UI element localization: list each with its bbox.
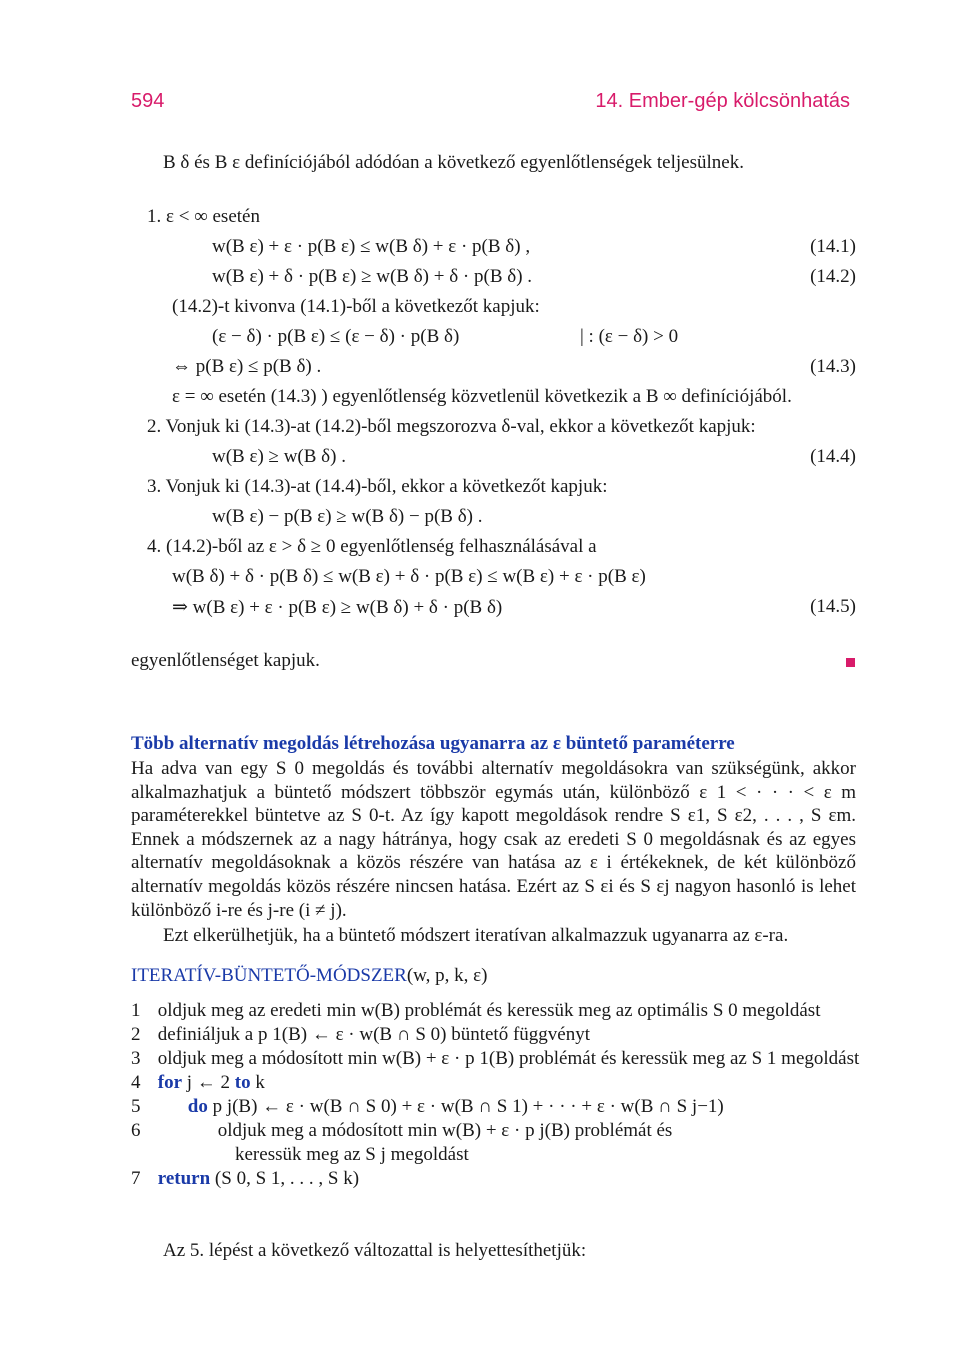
line-text: p j(B) ← ε · w(B ∩ S 0) + ε · w(B ∩ S 1) + · · · + ε · w(B ∩ S j−1)	[212, 1096, 724, 1117]
equation-number-14-1: (14.1)	[810, 236, 856, 257]
algorithm-heading	[131, 965, 487, 987]
algorithm-params: (w, p, k, ε)	[406, 965, 488, 986]
equation-14-2: w(B ε) + δ · p(B ε) ≥ w(B δ) + δ · p(B δ) .	[212, 266, 533, 287]
section-title: Több alternatív megoldás létrehozása ugyanarra az ε büntető paraméterre	[131, 733, 735, 754]
line-number: 2	[131, 1024, 141, 1045]
keyword-return: return	[157, 1168, 211, 1189]
equation-14-1: w(B ε) + ε · p(B ε) ≤ w(B δ) + ε · p(B δ) ,	[212, 236, 531, 257]
chapter-title: 14. Ember-gép kölcsönhatás	[595, 90, 850, 112]
equation-number-14-5: (14.5)	[810, 596, 856, 617]
keyword-do: do	[187, 1096, 208, 1117]
algorithm-line	[131, 1024, 590, 1046]
closing-text: Az 5. lépést a következő változattal is helyettesíthetjük:	[163, 1240, 587, 1261]
equation-number-14-4: (14.4)	[810, 446, 856, 467]
algorithm-line	[131, 1072, 265, 1094]
algorithm-line	[131, 1096, 724, 1118]
line-text: k	[255, 1072, 265, 1093]
algorithm-line	[131, 1048, 859, 1070]
step-3: 3. Vonjuk ki (14.3)-at (14.4)-ből, ekkor a következőt kapjuk:	[147, 476, 608, 497]
case1-label: 1. ε < ∞ esetén	[147, 206, 260, 227]
keyword-to: to	[234, 1072, 251, 1093]
line-number: 1	[131, 1000, 141, 1021]
step-2: 2. Vonjuk ki (14.3)-at (14.2)-ből megszorozva δ-val, ekkor a következőt kapjuk:	[147, 416, 756, 437]
equation-chain: w(B δ) + δ · p(B δ) ≤ w(B ε) + δ · p(B ε) ≤ w(B ε) + ε · p(B ε)	[172, 566, 646, 587]
proof-conclusion: egyenlőtlenséget kapjuk.	[131, 650, 320, 671]
algorithm-line	[131, 1120, 672, 1142]
line-text: oldjuk meg a módosított min w(B) + ε · p 1(B) problémát és keressük meg az S 1 megoldást	[157, 1048, 860, 1069]
line-text: (S 0, S 1, . . . , S k)	[214, 1168, 360, 1189]
equation-difference-condition: | : (ε − δ) > 0	[580, 326, 679, 347]
algorithm-line-continuation: keressük meg az S j megoldást	[235, 1144, 469, 1165]
equation-number-14-3: (14.3)	[810, 356, 856, 377]
page-number: 594	[131, 90, 165, 112]
keyword-for: for	[157, 1072, 183, 1093]
line-number: 3	[131, 1048, 141, 1069]
algorithm-line	[131, 1168, 359, 1190]
subtract-line: (14.2)-t kivonva (14.1)-ből a következőt kapjuk:	[172, 296, 540, 317]
section-paragraph-2: Ezt elkerülhetjük, ha a büntető módszert iteratívan alkalmazzuk ugyanarra az ε-ra.	[163, 925, 789, 946]
line-number: 6	[131, 1120, 141, 1141]
line-number: 7	[131, 1168, 141, 1189]
infinity-case-line: ε = ∞ esetén (14.3) ) egyenlőtlenség közvetlenül következik a B ∞ definíciójából.	[172, 386, 792, 407]
equation-14-5: ⇒ w(B ε) + ε · p(B ε) ≥ w(B δ) + δ · p(B δ)	[172, 597, 503, 618]
equation-14-3: ⇔ p(B ε) ≤ p(B δ) .	[172, 356, 322, 377]
line-text: j ← 2	[186, 1072, 231, 1093]
line-number: 4	[131, 1072, 141, 1093]
section-paragraph-1: Ha adva van egy S 0 megoldás és további alternatív megoldásokra van szükségünk, akkor alkalmazhatjuk a büntető módszert többször egymás után, különböző ε 1 < · · · < ε m paraméterekkel büntetve az S 0-t. Az így kapott megoldások rendre S ε1, S ε2, . . . , S εm. Ennek a módszernek az a nagy hátránya, hogy csak az eredeti S 0 megoldásnak és az egyes alternatív megoldásoknak a közös részére van hatása az ε i értékeknek, de két különböző alternatív megoldás közös részére nincsen hatása. Ezért az S εi és S εj nagyon hasonló is lehet különböző i-re és j-re (i ≠ j).	[131, 758, 856, 921]
line-text: oldjuk meg a módosított min w(B) + ε · p j(B) problémát és	[217, 1120, 673, 1141]
equation-number-14-2: (14.2)	[810, 266, 856, 287]
qed-square-icon	[846, 658, 855, 667]
equation-difference: (ε − δ) · p(B ε) ≤ (ε − δ) · p(B δ)	[212, 326, 460, 347]
algorithm-name: ITERATÍV-BÜNTETŐ-MÓDSZER	[131, 965, 407, 986]
step-4: 4. (14.2)-ből az ε > δ ≥ 0 egyenlőtlenség felhasználásával a	[147, 536, 597, 557]
equation-step-3: w(B ε) − p(B ε) ≥ w(B δ) − p(B δ) .	[212, 506, 483, 527]
algorithm-line	[131, 1000, 820, 1022]
line-text: definiáljuk a p 1(B) ← ε · w(B ∩ S 0) büntető függvényt	[157, 1024, 590, 1045]
intro-text: B δ és B ε definíciójából adódóan a következő egyenlőtlenségek teljesülnek.	[163, 152, 744, 173]
line-text: oldjuk meg az eredeti min w(B) problémát és keressük meg az optimális S 0 megoldást	[157, 1000, 821, 1021]
line-number: 5	[131, 1096, 141, 1117]
equation-14-4: w(B ε) ≥ w(B δ) .	[212, 446, 346, 467]
